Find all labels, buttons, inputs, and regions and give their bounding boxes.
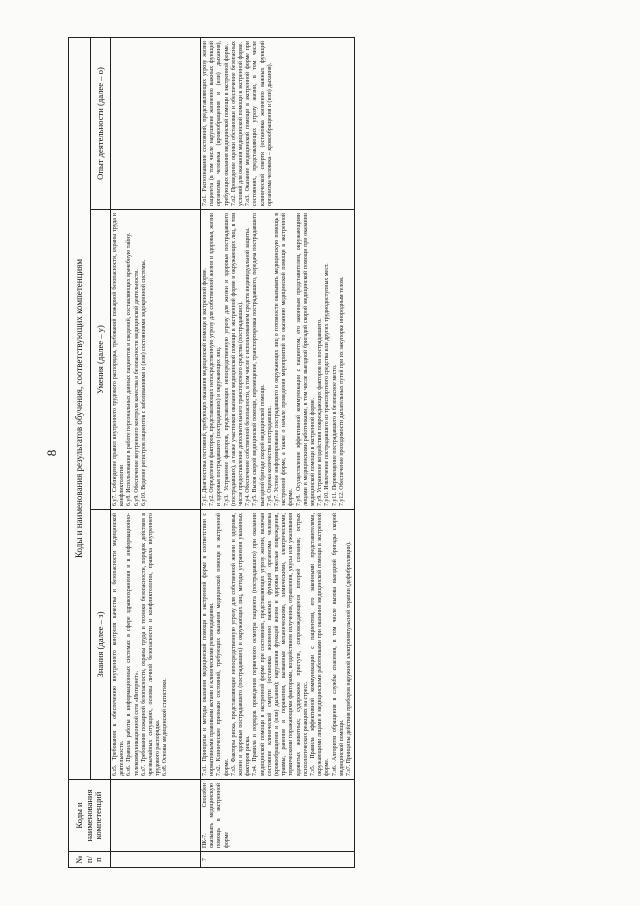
competency-table-rotated	[68, 38, 566, 868]
row2-experience-item: 7.о2. Проведение оценки обстановки и обеспечение безопасных условий для оказания медицинской помощи в экстренной форме.	[230, 41, 245, 206]
row1-skill-item: 6.у8. Использование в работе персональных данных пациентов и сведений, составляющих врачебную тайну.	[126, 232, 133, 506]
header-results-group: Коды и наименования результатов обучения, соответствующих компетенциям	[69, 38, 91, 780]
row2-skill-item: 7.у3. Устранение факторов, представляющих непосредственную угрозу для жизни и здоровья пострадавшего (пострадавших), а также участников оказания медицинской помощи в экстренной форме и окружающих лиц, в том числе предоставление дополнительного транспортного средства (пострадавших).	[223, 213, 245, 506]
row2-skill-item: 7.у9. Устранение воздействия повреждающих факторов на пострадавшего.	[317, 318, 324, 506]
row2-experience-item: 7.о1. Распознавание состояний, представляющих угрозу жизни пациента (в том числе нарушение жизненно важных функций организма человека (кровообращения и (или) дыхания), требующих оказания медицинской помощи в экстренной форме.	[202, 41, 230, 206]
row1-knowledge-item: 6.з6. Правила работы в информационных системах в сфере здравоохранения и в информационно-телекоммуникационной сети «Интернет».	[126, 513, 140, 776]
row1-skills	[111, 210, 201, 510]
row2-experience	[201, 38, 355, 210]
row2-num: 7	[201, 852, 355, 868]
row1-knowledge	[111, 510, 201, 780]
row2-skill-item: 7.у11. Перемещение пострадавшего в безопасное место.	[331, 364, 338, 506]
header-code: Коды и наименования компетенций	[69, 780, 111, 852]
header-num: № п/п	[69, 852, 111, 868]
row2-knowledge	[201, 510, 355, 780]
row2-skill-item: 7.у12. Обеспечение проходимости дыхательных путей при их закупорке инородным телом.	[338, 276, 345, 506]
row2-code: ПК-7. Способен оказывать медицинскую помощь в экстренной форме	[201, 780, 355, 852]
table-row	[201, 38, 355, 868]
row2-knowledge-item: 7.з3. Факторы риска, представляющие непосредственную угрозу для собственной жизни и здоровья, жизни и здоровья пострадавшего (пострадавших) и окружающих лиц, методы устранения указанных факторов риска.	[230, 513, 252, 776]
header-knowledge: Знания (далее – з)	[91, 510, 111, 780]
row2-knowledge-item: 7.з5. Правила эффективной коммуникации с пациентом, его законными представителями, окружающими лицами и медицинскими работниками при оказании медицинской помощи в экстренной форме.	[310, 513, 331, 776]
header-skills: Умения (далее – у)	[91, 210, 111, 510]
row2-skill-item: 7.у2. Определение факторов, представляющих непосредственную угрозу для собственной жизни и здоровья, жизни и здоровья пострадавшего (пострадавших) и окружающих лиц.	[209, 213, 223, 506]
row1-experience	[111, 38, 201, 210]
row2-knowledge-item: 7.з6. Алгоритм обращения в службы спасения, в том числе вызова выездной бригады скорой медицинской помощи.	[331, 513, 345, 776]
row2-knowledge-item: 7.з1. Принципы и методы оказания медицинской помощи в экстренной форме в соответствии с нормативными правовыми актами и клиническими рекомендациями.	[202, 513, 216, 776]
row1-knowledge-item: 6.з8. Основы медицинской статистики.	[162, 678, 169, 776]
row1-knowledge-item: 6.з7. Требования пожарной безопасности, охраны труда и техники безопасности, порядок действия в чрезвычайных ситуациях, основы личной безопасности и конфликтологии, правила внутреннего трудового распорядка.	[140, 513, 162, 776]
row1-skill-item: 6.у10. Ведение регистров пациентов с заболеваниями и (или) состояниями эндокринной системы.	[140, 259, 147, 506]
row1-skill-item: 6.у9. Обеспечение внутреннего контроля качества и безопасности медицинской деятельности.	[133, 269, 140, 506]
row2-skills	[201, 210, 355, 510]
row1-skill-item: 6.у7. Соблюдение правил внутреннего трудового распорядка, требований пожарной безопасности, охраны труда и конфликтологии	[112, 213, 126, 506]
row2-skill-item: 7.у4. Обеспечение собственной безопасности, в том числе с использованием средств индивидуальной защиты.	[245, 227, 252, 506]
row2-knowledge-item: 7.з4. Правила и порядок проведения первичного осмотра пациента (пострадавшего) при оказании медицинской помощи в экстренной форме при состояниях, представляющих угрозу жизни, включая состояние клинической смерти (остановка жизненно важных функций организма человека (кровообращения и (или) дыхания); нарушения функций жизни и здоровья тяжелые повреждения, травмы, ранения и поражения, вызванные механическими, химическими, электрическими, термическими поражающими факторами, воздействием излучения, отравления, укусы или ужаливания ядовитых животных; судорожное приступе, сопровождающееся потерей сознания; острых психологических реакциях на стресс.	[252, 513, 309, 776]
row2-skill-item: 7.у5. Вызов скорой медицинской помощи, перемещение, транспортировка пострадавшего, передача пострадавшего выездной бригаде скорой медицинской помощи.	[252, 213, 266, 506]
row2-skill-item: 7.у1. Диагностика состояний, требующих оказания медицинской помощи в экстренной форме.	[202, 268, 208, 506]
row1-knowledge-item: 6.з5. Требования к обеспечению внутреннего контроля качества и безопасности медицинской деятельности.	[112, 513, 126, 776]
row2-skill-item: 7.у8. Осуществление эффективной коммуникации с пациентом, его законным представителем, окружающими лицами и медицинскими работниками, в том числе выездной бригадой скорой медицинской помощи при оказании медицинской помощи в экстренной форме.	[295, 213, 317, 506]
row2-skill-item: 7.у6. Оценка количества пострадавших.	[266, 405, 273, 506]
row2-experience-item: 7.о3. Оказание медицинской помощи в экстренной форме при состояниях, представляющих угрозу жизни, в том числе клинической смерти (остановка жизненно важных функций организма человека – кровообращения и (или) дыхания).	[245, 41, 273, 206]
row2-skill-item: 7.у7. Устное информирование пострадавшего и окружающих лиц о готовности оказывать медицинскую помощь в экстренной форме, а также о начале проведения мероприятий по оказанию медицинской помощи в экстренной форме.	[274, 213, 295, 506]
table-row	[111, 38, 201, 868]
row2-knowledge-item: 7.з7. Принципы действия приборов наружной электроимпульсной терапии (дефибрилляции).	[346, 541, 353, 776]
page-number: 8	[44, 449, 59, 457]
row1-num	[111, 852, 201, 868]
row2-skill-item: 7.у10. Извлечение пострадавшего из транспортного средства или других труднодоступных мест.	[324, 263, 331, 506]
row2-knowledge-item: 7.з2. Клинические признаки состояний, требующих оказания медицинской помощи в экстренной форме.	[216, 513, 230, 776]
competency-table	[68, 37, 355, 868]
row1-code	[111, 780, 201, 852]
header-experience: Опыт деятельности (далее – о)	[91, 38, 111, 210]
